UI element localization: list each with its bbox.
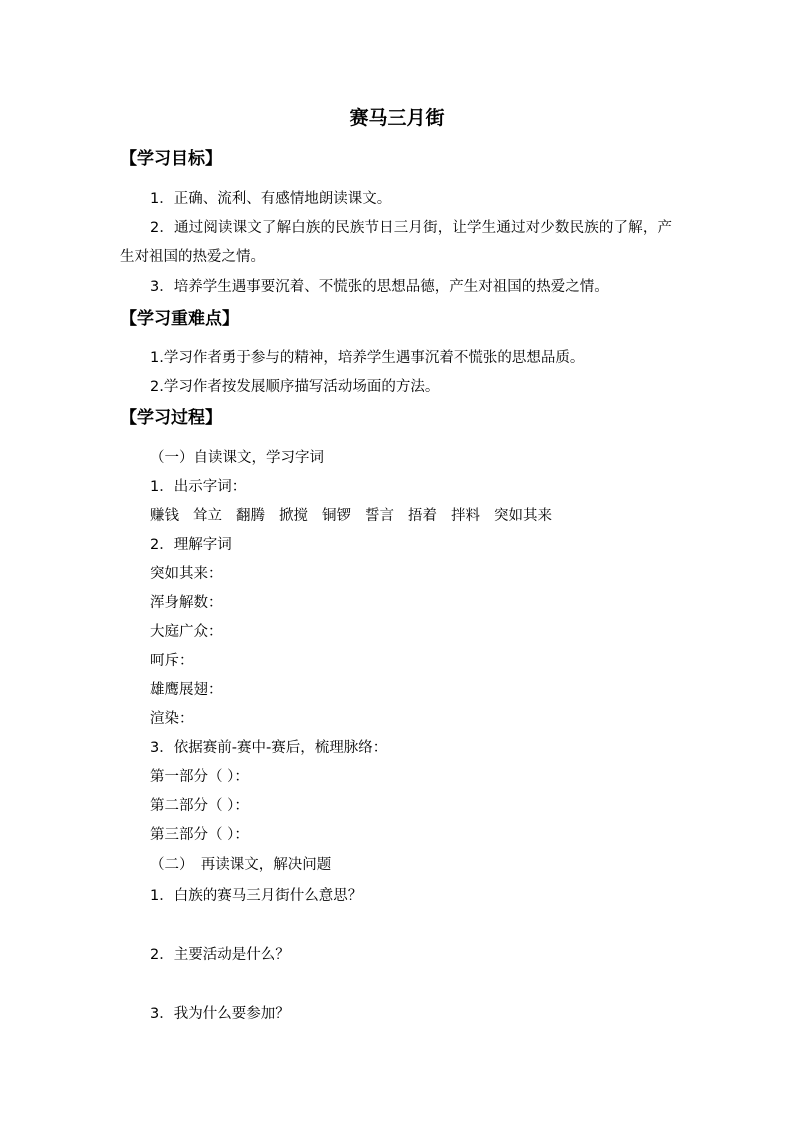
word-item: 掀搅 <box>279 508 308 524</box>
term-item: 大庭广众： <box>150 624 223 640</box>
word-item: 拌料 <box>451 508 480 524</box>
part2-title: （二） 再读课文，解决问题 <box>150 857 332 873</box>
step2-label: 2．理解字词 <box>150 537 232 553</box>
word-item: 铜锣 <box>322 508 351 524</box>
word-item: 赚钱 <box>150 508 179 524</box>
step3-label: 3．依据赛前-赛中-赛后，梳理脉络： <box>150 740 388 756</box>
page-title: 赛马三月街 <box>349 107 445 129</box>
word-item: 捂着 <box>408 508 437 524</box>
goal-item-2: 2．通过阅读课文了解白族的民族节日三月街，让学生通过对少数民族的了解，产生对祖国的热爱之情。 <box>120 220 672 265</box>
question-3: 3．我为什么要参加？ <box>150 1006 290 1022</box>
outline-part-2: 第二部分（ ）： <box>150 798 249 814</box>
word-list <box>150 504 566 528</box>
term-item: 呵斥： <box>150 653 194 669</box>
term-item: 突如其来： <box>150 566 223 582</box>
goal-item-3: 3．培养学生遇事要沉着、不慌张的思想品德，产生对祖国的热爱之情。 <box>150 279 609 295</box>
goal-item-1: 1．正确、流利、有感情地朗读课文。 <box>150 191 392 207</box>
term-item: 雄鹰展翅： <box>150 682 223 698</box>
outline-part-1: 第一部分（ ）： <box>150 769 249 785</box>
word-item: 翻腾 <box>236 508 265 524</box>
part1-title: （一）自读课文，学习字词 <box>150 450 324 466</box>
step1-label: 1．出示字词： <box>150 479 247 495</box>
key-point-2: 2.学习作者按发展顺序描写活动场面的方法。 <box>150 379 440 395</box>
term-item: 渲染： <box>150 711 194 727</box>
question-1: 1．白族的赛马三月街什么意思？ <box>150 888 363 904</box>
process-heading: 【学习过程】 <box>120 408 222 428</box>
key-points-heading: 【学习重难点】 <box>120 309 239 329</box>
goals-heading: 【学习目标】 <box>120 149 222 169</box>
key-point-1: 1.学习作者勇于参与的精神，培养学生遇事沉着不慌张的思想品质。 <box>150 350 585 366</box>
word-item: 耸立 <box>193 508 222 524</box>
outline-part-3: 第三部分（ ）： <box>150 827 249 843</box>
word-item: 突如其来 <box>494 508 552 524</box>
question-2: 2．主要活动是什么？ <box>150 947 290 963</box>
word-item: 誓言 <box>365 508 394 524</box>
term-item: 浑身解数： <box>150 595 223 611</box>
